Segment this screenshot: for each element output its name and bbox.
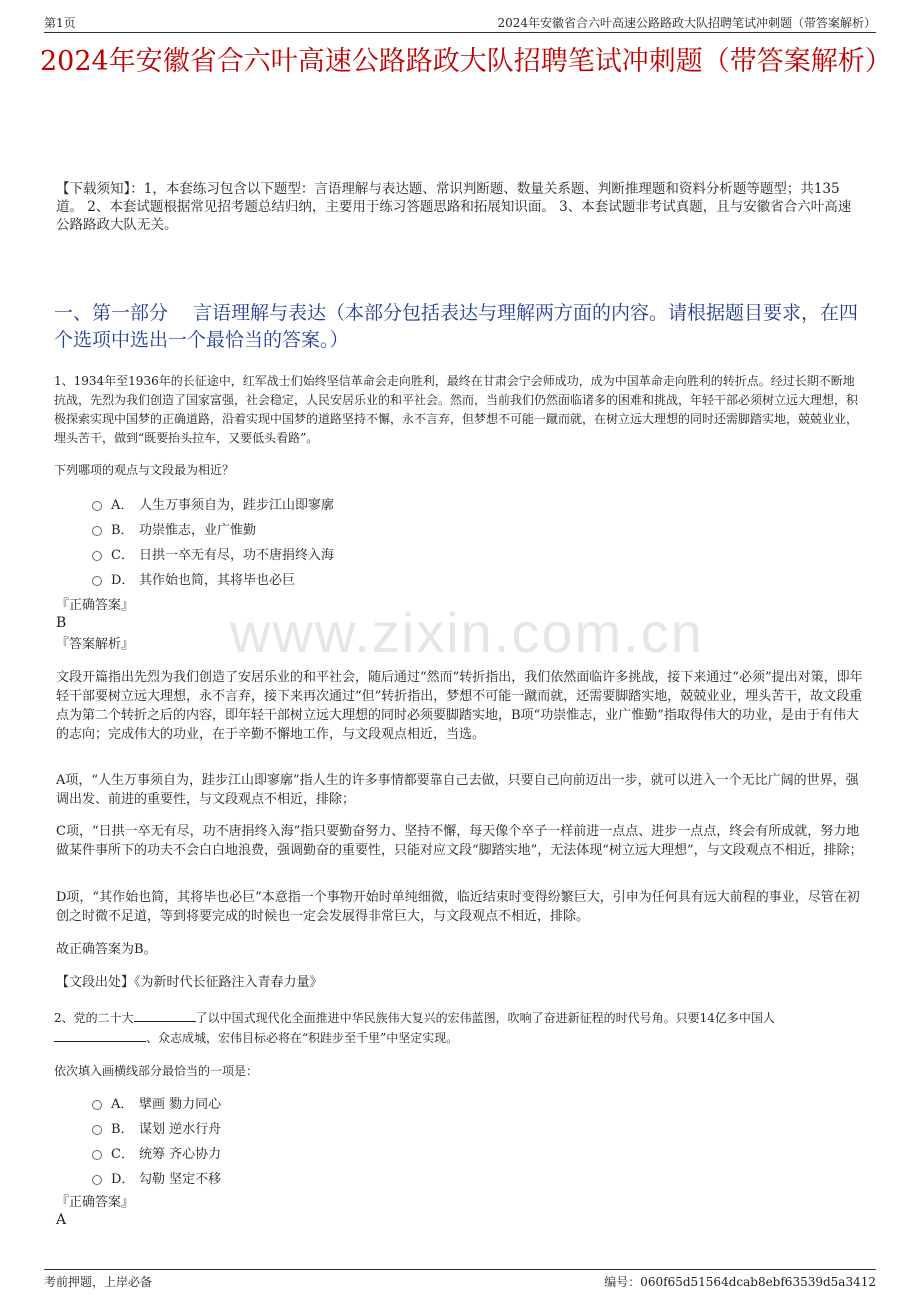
q2-question: 依次填入画横线部分最恰当的一项是：	[54, 1064, 259, 1078]
q2-option-b[interactable]: B． 谋划 逆水行舟	[92, 1117, 492, 1142]
q2-option-d[interactable]: D． 勾勒 坚定不移	[92, 1167, 492, 1192]
q1-option-a[interactable]: A． 人生万事须自为，跬步江山即寥廓	[92, 493, 492, 518]
page-header	[44, 12, 876, 33]
download-notice: 【下载须知】：1，本套练习包含以下题型：言语理解与表达题、常识判断题、数量关系题、判断推理题和资料分析题等题型；共135道。 2、本套试题根据常见招考题总结归纳，主要用于练习答题思路和拓展知识面。 3、本套试题非考试真题，且与安徽省合六叶高速公路路政大队无关。	[56, 181, 852, 233]
radio-icon[interactable]	[92, 576, 102, 586]
q2-answer: A	[56, 1212, 67, 1228]
footer-doc-id: 编号：060f65d51564dcab8ebf63539d5a3412	[604, 1275, 876, 1289]
footer-slogan: 考前押题，上岸必备	[44, 1275, 153, 1289]
fill-blank[interactable]	[134, 1009, 196, 1022]
radio-icon[interactable]	[92, 501, 102, 511]
q1-question: 下列哪项的观点与文段最为相近？	[54, 463, 235, 477]
section-heading: 一、第一部分 言语理解与表达（本部分包括表达与理解两方面的内容。请根据题目要求，在四个选项中选出一个最恰当的答案。）	[54, 302, 859, 351]
radio-icon[interactable]	[92, 526, 102, 536]
q1-option-d[interactable]: D． 其作始也简，其将毕也必巨	[92, 568, 492, 593]
q1-analysis-para: D项，“其作始也简，其将毕也必巨”本意指一个事物开始时单纯细微，临近结束时变得纷繁巨大，引申为任何具有远大前程的事业，尽管在初创之时微不足道，等到将要完成的时候也一定会发展得非常巨大，与文段观点不相近，排除。	[56, 890, 860, 924]
document-title: 2024年安徽省合六叶高速公路路政大队招聘笔试冲刺题（带答案解析）	[40, 46, 892, 77]
radio-icon[interactable]	[92, 1125, 102, 1135]
radio-icon[interactable]	[92, 1100, 102, 1110]
q1-source: 【文段出处】《为新时代长征路注入青春力量》	[56, 975, 323, 990]
watermark: www.zixin.com.cn	[230, 601, 704, 664]
q1-option-b[interactable]: B． 功崇惟志，业广惟勤	[92, 518, 492, 543]
q2-answer-label: 『正确答案』	[56, 1195, 135, 1210]
q1-answer-label: 『正确答案』	[56, 598, 135, 613]
q1-options	[92, 493, 492, 593]
q2-option-c[interactable]: C． 统筹 齐心协力	[92, 1142, 492, 1167]
radio-icon[interactable]	[92, 1175, 102, 1185]
q1-option-c[interactable]: C． 日拱一卒无有尽，功不唐捐终入海	[92, 543, 492, 568]
q1-answer: B	[56, 615, 67, 631]
q1-analysis-label: 『答案解析』	[56, 637, 135, 652]
fill-blank[interactable]	[54, 1029, 146, 1042]
radio-icon[interactable]	[92, 1150, 102, 1160]
q2-passage: 2、党的二十大 了以中国式现代化全面推进中华民族伟大复兴的宏伟蓝图，吹响了奋进新征程的时代号角。只要14亿多中国人、众志成城，宏伟目标必将在“积跬步至千里”中坚定实现。	[54, 1011, 775, 1045]
q2-option-a[interactable]: A． 擘画 勠力同心	[92, 1092, 492, 1117]
q1-analysis-para: A项，“人生万事须自为，跬步江山即寥廓”指人生的许多事情都要靠自己去做，只要自己向前迈出一步，就可以进入一个无比广阔的世界，强调出发、前进的重要性，与文段观点不相近，排除；	[56, 773, 859, 807]
q1-analysis-para: 文段开篇指出先烈为我们创造了安居乐业的和平社会，随后通过“然而”转折指出，我们依然面临许多挑战，接下来通过“必须”提出对策，即年轻干部要树立远大理想，永不言弃，接下来再次通过“但”转折指出，梦想不可能一蹴而就，还需要脚踏实地，兢兢业业，埋头苦干，故文段重点为第二个转折之后的内容，即年轻干部树立远大理想的同时必须要脚踏实地，B项“功崇惟志，业广惟勤”指取得伟大的功业，是由于有伟大的志向；完成伟大的功业，在于辛勤不懈地工作，与文段观点相近，当选。	[56, 670, 863, 742]
page-number: 第1页	[44, 16, 76, 30]
q2-options	[92, 1092, 492, 1192]
q1-analysis-para: C项，“日拱一卒无有尽，功不唐捐终入海”指只要勤奋努力、坚持不懈，每天像个卒子一样前进一点点、进步一点点，终会有所成就，努力地做某件事所下的功夫不会白白地浪费，强调勤奋的重要性，只能对应文段“脚踏实地”，无法体现“树立远大理想”，与文段观点不相近，排除；	[56, 824, 863, 858]
page-footer	[44, 1269, 876, 1290]
header-doc-title: 2024年安徽省合六叶高速公路路政大队招聘笔试冲刺题（带答案解析）	[497, 16, 876, 30]
radio-icon[interactable]	[92, 551, 102, 561]
q1-analysis-conclusion: 故正确答案为B。	[56, 942, 157, 957]
q1-passage: 1、1934年至1936年的长征途中，红军战士们始终坚信革命会走向胜利，最终在甘肃会宁会师成功，成为中国革命走向胜利的转折点。经过长期不断地抗战，先烈为我们创造了国家富强，社会稳定，人民安居乐业的和平社会。然而，当前我们仍然面临诸多的困难和挑战，年轻干部必须树立远大理想，积极探索实现中国梦的正确道路，沿着实现中国梦的道路坚持不懈，永不言弃，但梦想不可能一蹴而就，在树立远大理想的同时还需脚踏实地，兢兢业业，埋头苦干，做到“既要抬头拉车，又要低头看路”。	[54, 374, 859, 445]
